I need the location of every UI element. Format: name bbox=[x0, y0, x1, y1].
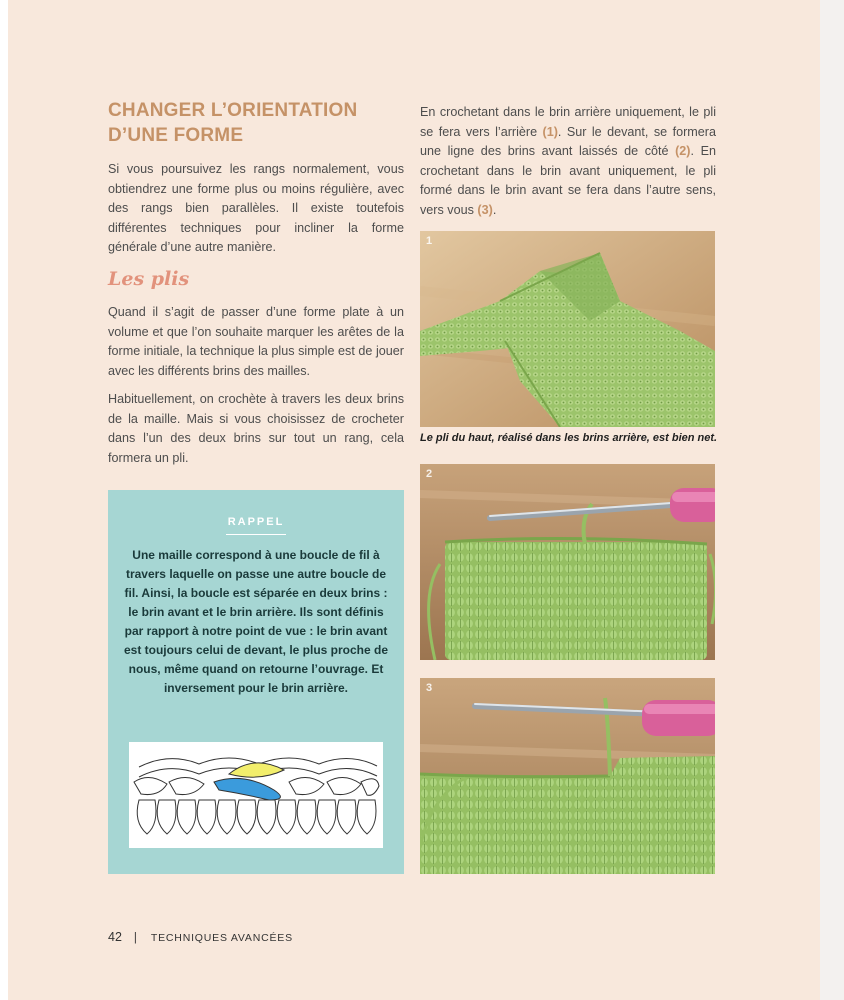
rappel-title: RAPPEL bbox=[227, 516, 285, 528]
photo-ref-2: (2) bbox=[675, 144, 691, 158]
subsection-title: Les plis bbox=[108, 268, 190, 290]
crochet-hook-photo-icon bbox=[420, 464, 715, 660]
section-title bbox=[108, 98, 408, 148]
photo-1-caption: Le pli du haut, réalisé dans les brins arrière, est bien net. bbox=[420, 432, 718, 444]
crochet-fold-photo-icon bbox=[420, 231, 715, 427]
photo-2 bbox=[420, 464, 715, 660]
right-paragraph bbox=[420, 103, 716, 220]
stitch-diagram bbox=[129, 742, 383, 848]
section-title-line-2: D’UNE FORME bbox=[108, 125, 244, 146]
plis-paragraph-1: Quand il s’agit de passer d’une forme plate à un volume et que l’on souhaite marquer les arêtes de la forme initiale, la technique la plus simple est de jouer avec les différents brins des mailles. bbox=[108, 305, 404, 378]
rappel-box bbox=[108, 490, 404, 874]
section-title-line-1: CHANGER L’ORIENTATION bbox=[108, 100, 358, 121]
right-paragraph-text: . En crochetant dans le brin avant uniquement, le pli formé dans le brin avant se fera dans l’autre sens, vers vous bbox=[420, 144, 716, 217]
plis-paragraph-2: Habituellement, on crochète à travers les deux brins de la maille. Mais si vous choisissez de crocheter dans l’un des deux brins sur tout un rang, cela formera un pli. bbox=[108, 392, 404, 465]
stitch-loops-diagram-icon bbox=[129, 742, 383, 848]
page-number: 42 bbox=[108, 930, 122, 944]
photo-1 bbox=[420, 231, 715, 427]
crochet-hook-photo-icon bbox=[420, 678, 715, 874]
right-paragraph-text: En crochetant dans le brin arrière uniquement, le pli se fera vers l’arrière bbox=[420, 105, 716, 139]
photo-3 bbox=[420, 678, 715, 874]
page-footer bbox=[108, 930, 293, 944]
photo-ref-1: (1) bbox=[542, 124, 558, 139]
right-paragraph-text: . Sur le devant, se formera une ligne des brins avant laissés de côté bbox=[420, 124, 716, 158]
footer-section-name: TECHNIQUES AVANCÉES bbox=[150, 932, 293, 944]
page-edge bbox=[820, 0, 844, 1000]
intro-paragraph: Si vous poursuivez les rangs normalement, vous obtiendrez une forme plus ou moins régulière, avec des rangs bien parallèles. Il existe toutefois différentes techniques pour incliner la forme générale d’une autre manière. bbox=[108, 162, 404, 254]
footer-separator: | bbox=[133, 932, 137, 944]
photo-2-number: 2 bbox=[426, 468, 433, 480]
right-paragraph-text: . bbox=[492, 202, 497, 217]
photo-3-number: 3 bbox=[426, 682, 433, 694]
photo-ref-3: (3) bbox=[477, 202, 493, 217]
rappel-divider bbox=[226, 534, 286, 535]
photo-1-number: 1 bbox=[426, 235, 433, 247]
rappel-text: Une maille correspond à une boucle de fil à travers laquelle on passe une autre boucle de fil. Ainsi, la boucle est séparée en deux brins : le brin avant et le brin arrière. Ils sont définis par rapport à notre point de vue : le brin avant est toujours celui de devant, le plus proche de nous, même quand on retourne l’ouvrage. Et inversement pour le brin arrière. bbox=[123, 548, 389, 695]
